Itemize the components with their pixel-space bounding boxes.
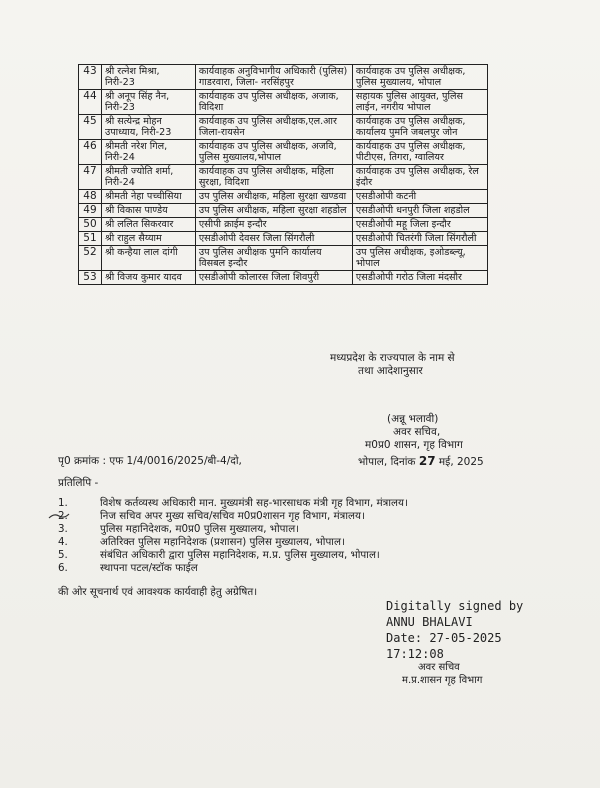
- new-posting-cell: सहायक पुलिस आयुक्त, पुलिस लाईन, नगरीय भोपाल: [352, 90, 487, 115]
- reference-date: [358, 455, 484, 469]
- reference-date-rest: मई, 2025: [438, 456, 484, 468]
- digital-signature-line-2: ANNU BHALAVI: [386, 615, 473, 629]
- serial-number-cell: 44: [79, 90, 102, 115]
- list-item: [58, 536, 538, 549]
- current-posting-cell: उप पुलिस अधीक्षक, महिला सुरक्षा शहडोल: [195, 204, 352, 218]
- governor-order-line: [330, 352, 455, 378]
- list-item: [58, 497, 538, 510]
- new-posting-cell: कार्यवाहक उप पुलिस अधीक्षक, रेल इंदौर: [352, 165, 487, 190]
- copy-list: [58, 497, 538, 575]
- list-item-text: अतिरिक्त पुलिस महानिदेशक (प्रशासन) पुलिस मुख्यालय, भोपाल।: [100, 536, 345, 548]
- serial-number-cell: 51: [79, 232, 102, 246]
- new-posting-cell: कार्यवाहक उप पुलिस अधीक्षक, पीटीएस, तिगरा, ग्वालियर: [352, 140, 487, 165]
- digital-signature-line-1: Digitally signed by: [386, 599, 524, 613]
- table-row: [79, 90, 488, 115]
- table-row: [79, 190, 488, 204]
- new-posting-cell: एसडीओपी कटनी: [352, 190, 487, 204]
- table-row: [79, 218, 488, 232]
- serial-number-cell: 46: [79, 140, 102, 165]
- list-item-number: 4.: [58, 536, 68, 548]
- table-row: [79, 232, 488, 246]
- reference-number: पृ0 क्रमांक : एफ 1/4/0016/2025/बी-4/दो,: [58, 455, 242, 467]
- table-row: [79, 246, 488, 271]
- serial-number-cell: 45: [79, 115, 102, 140]
- governor-line-1: मध्यप्रदेश के राज्यपाल के नाम से: [330, 352, 455, 364]
- signatory-post-line-2: म.प्र.शासन गृह विभाग: [402, 675, 483, 686]
- signatory-post-line-1: अवर सचिव: [418, 662, 460, 673]
- officer-department: म0प्र0 शासन, गृह विभाग: [365, 439, 463, 451]
- new-posting-cell: एसडीओपी गरोठ जिला मंदसौर: [352, 271, 487, 285]
- table-row: [79, 115, 488, 140]
- reference-date-prefix: भोपाल, दिनांक: [358, 456, 416, 468]
- table-row: [79, 65, 488, 90]
- current-posting-cell: कार्यवाहक उप पुलिस अधीक्षक, महिला सुरक्षा, विदिशा: [195, 165, 352, 190]
- list-item-text: विशेष कर्तव्यस्थ अधिकारी मान. मुख्यमंत्री सह-भारसाधक मंत्री गृह विभाग, मंत्रालय।: [100, 497, 408, 509]
- officer-name-cell: श्रीमती ज्योति शर्मा, निरी-24: [101, 165, 195, 190]
- reference-line: [58, 454, 484, 468]
- officer-name-cell: श्री रत्नेश मिश्रा, निरी-23: [101, 65, 195, 90]
- current-posting-cell: उप पुलिस अधीक्षक पुमनि कार्यालय विसबल इन्दौर: [195, 246, 352, 271]
- officer-name-cell: श्री विजय कुमार यादव: [101, 271, 195, 285]
- list-item-text: संबंधित अधिकारी द्वारा पुलिस महानिदेशक, म.प्र. पुलिस मुख्यालय, भोपाल।: [100, 549, 380, 561]
- officer-name: (अन्नू भलावी): [387, 413, 439, 425]
- serial-number-cell: 53: [79, 271, 102, 285]
- list-item: [58, 549, 538, 562]
- list-item-text: पुलिस महानिदेशक, म0प्र0 पुलिस मुख्यालय, भोपाल।: [100, 523, 300, 535]
- copy-label: प्रतिलिपि -: [58, 477, 99, 489]
- current-posting-cell: कार्यवाहक उप पुलिस अधीक्षक, अजाक, विदिशा: [195, 90, 352, 115]
- officer-name-cell: श्री कन्हैया लाल दांगी: [101, 246, 195, 271]
- current-posting-cell: कार्यवाहक अनुविभागीय अधिकारी (पुलिस) गाडरवारा, जिला- नरसिंहपुर: [195, 65, 352, 90]
- governor-line-2: तथा आदेशानुसार: [358, 365, 423, 377]
- officer-name-cell: श्री विकास पाण्डेय: [101, 204, 195, 218]
- officer-name-cell: श्री अनूप सिंह नैन, निरी-23: [101, 90, 195, 115]
- digital-signature-line-3: Date: 27-05-2025: [386, 631, 502, 645]
- officer-name-cell: श्री राहुल सैय्याम: [101, 232, 195, 246]
- new-posting-cell: कार्यवाहक उप पुलिस अधीक्षक, पुलिस मुख्यालय, भोपाल: [352, 65, 487, 90]
- list-item: [58, 562, 538, 575]
- current-posting-cell: कार्यवाहक उप पुलिस अधीक्षक, अजवि, पुलिस मुख्यालय,भोपाल: [195, 140, 352, 165]
- current-posting-cell: एसडीओपी देवसर जिला सिंगरौली: [195, 232, 352, 246]
- officer-name-cell: श्रीमती नेहा पच्चीसिया: [101, 190, 195, 204]
- reference-date-day: 27: [418, 454, 436, 468]
- table-row: [79, 204, 488, 218]
- new-posting-cell: एसडीओपी धनपुरी जिला शहडोल: [352, 204, 487, 218]
- list-item-text: निज सचिव अपर मुख्य सचिव/सचिव म0प्र0शासन गृह विभाग, मंत्रालय।: [100, 510, 365, 522]
- posting-table: [78, 64, 488, 285]
- table-row: [79, 271, 488, 285]
- digital-signature: [386, 598, 523, 662]
- officer-signature-block: [365, 413, 463, 452]
- current-posting-cell: उप पुलिस अधीक्षक, महिला सुरक्षा खण्डवा: [195, 190, 352, 204]
- officer-designation: अवर सचिव,: [393, 426, 441, 438]
- new-posting-cell: कार्यवाहक उप पुलिस अधीक्षक, कार्यालय पुमनि जबलपुर जोन: [352, 115, 487, 140]
- list-item-number: 3.: [58, 523, 68, 535]
- table-row: [79, 140, 488, 165]
- serial-number-cell: 47: [79, 165, 102, 190]
- officer-name-cell: श्रीमती नरेश गिल, निरी-24: [101, 140, 195, 165]
- list-item-number: 5.: [58, 549, 68, 561]
- serial-number-cell: 52: [79, 246, 102, 271]
- posting-table-body: [79, 65, 488, 285]
- current-posting-cell: कार्यवाहक उप पुलिस अधीक्षक,एल.आर जिला-रायसेन: [195, 115, 352, 140]
- officer-name-cell: श्री ललित सिकरवार: [101, 218, 195, 232]
- list-item: [58, 510, 538, 523]
- list-item-text: स्थापना पटल/स्टॉक फाईल: [100, 562, 198, 574]
- current-posting-cell: एसीपी क्राईम इन्दौर: [195, 218, 352, 232]
- officer-name-cell: श्री सत्येन्द्र मोहन उपाध्याय, निरी-23: [101, 115, 195, 140]
- signatory-post: [402, 661, 482, 687]
- current-posting-cell: एसडीओपी कोलारस जिला शिवपुरी: [195, 271, 352, 285]
- digital-signature-line-4: 17:12:08: [386, 647, 444, 661]
- serial-number-cell: 43: [79, 65, 102, 90]
- table-row: [79, 165, 488, 190]
- serial-number-cell: 50: [79, 218, 102, 232]
- serial-number-cell: 49: [79, 204, 102, 218]
- list-item-number: 1.: [58, 497, 68, 509]
- new-posting-cell: एसडीओपी चितरंगी जिला सिंगरौली: [352, 232, 487, 246]
- new-posting-cell: एसडीओपी महू जिला इन्दौर: [352, 218, 487, 232]
- list-item-number: 6.: [58, 562, 68, 574]
- serial-number-cell: 48: [79, 190, 102, 204]
- closing-line: की ओर सूचनार्थ एवं आवश्यक कार्यवाही हेतु अग्रेषित।: [58, 586, 258, 598]
- list-item: [58, 523, 538, 536]
- new-posting-cell: उप पुलिस अधीक्षक, इओडब्ल्यू, भोपाल: [352, 246, 487, 271]
- list-item-number: 2.: [58, 510, 68, 522]
